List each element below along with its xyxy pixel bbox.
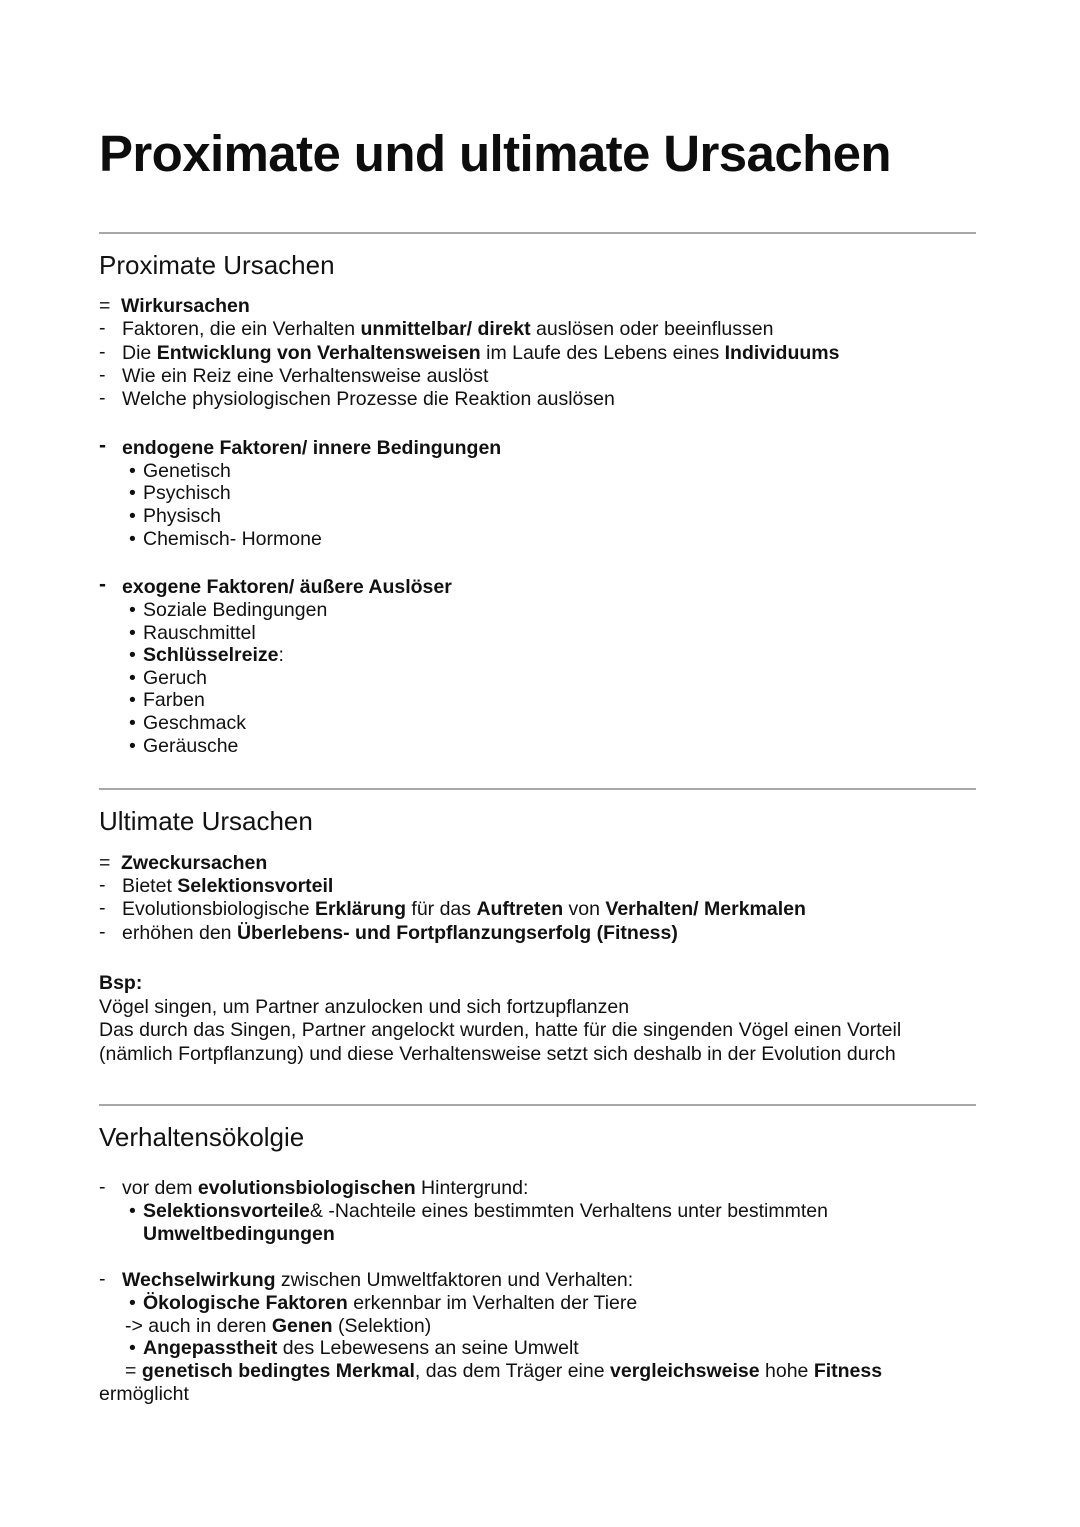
plain-text: Bietet [122,874,178,897]
dot-bullet-icon: • [129,734,136,757]
plain-text: erkennbar im Verhalten der Tiere [347,1292,638,1315]
plain-text: Hintergrund: [415,1177,529,1200]
list-item [99,712,976,735]
plain-text: : [278,644,284,667]
emphasis-text: unmittelbar/ direkt [360,318,531,341]
list-item [99,875,976,898]
proximate-lead [99,281,976,318]
plain-text: zwischen Umweltfaktoren und Verhalten: [275,1269,634,1292]
example-line: Vögel singen, um Partner anzulocken und sich fortzupflanzen [99,995,630,1018]
list-item-text [122,875,333,897]
list-item-text [143,712,246,734]
list-item-text [143,505,221,527]
list-item-text [143,482,231,504]
list-item [99,735,976,758]
document-content [99,0,976,1406]
list-item-equals [99,1360,976,1383]
plain-text: Evolutionsbiologische [122,898,315,921]
dash-bullet: - [99,573,106,597]
proximate-dash-list [99,318,976,411]
list-item [99,388,976,411]
list-item-continuation: Umweltbedingungen [143,1222,335,1245]
dash-bullet: - [99,317,106,340]
list-item-text [125,1360,882,1382]
list-item [99,1337,976,1360]
list-item [99,1200,976,1245]
wechselwirkung-list [99,1292,976,1406]
list-item-text [122,318,773,340]
dash-bullet: - [99,434,106,458]
endogene-list [99,460,976,550]
group-heading [99,1177,976,1200]
hintergrund-list [99,1200,976,1245]
list-item [99,644,976,667]
dot-bullet-icon: • [129,711,136,734]
group-exogene-faktoren [99,573,976,757]
plain-text: Geschmack [143,711,246,734]
dot-bullet-icon: • [129,1200,136,1223]
dash-bullet: - [99,897,106,920]
plain-text: Die [122,341,157,364]
dash-bullet: - [99,920,106,943]
dot-bullet-icon: • [129,505,136,528]
dot-bullet-icon: • [129,644,136,667]
list-item [99,342,976,365]
list-item-text [143,1200,828,1222]
emphasis-text: Entwicklung von Verhaltensweisen [156,341,481,364]
list-item [99,482,976,505]
list-item-trailing [99,1383,976,1406]
example-line: (nämlich Fortpflanzung) und diese Verhaltensweise setzt sich deshalb in der Evolution durch [99,1042,896,1065]
plain-text: Genetisch [143,459,231,482]
section-heading-ultimate: Ultimate Ursachen [99,806,313,837]
list-item [99,528,976,551]
plain-text: = [125,1360,142,1383]
emphasis-text: Überlebens- und Fortpflanzungserfolg (Fitness) [236,921,678,944]
list-item-text [143,599,327,621]
list-item-text [143,460,231,482]
emphasis-text: genetisch bedingtes Merkmal [141,1360,415,1383]
section-heading-verhaltensoekolgie: Verhaltensökolgie [99,1121,305,1152]
list-item-text [143,735,238,757]
plain-text: (Selektion) [332,1314,432,1337]
emphasis-text: Individuums [724,341,840,364]
dash-bullet: - [99,387,106,410]
group-wechselwirkung [99,1269,976,1406]
dot-bullet-icon: • [129,527,136,550]
group-heading-text: endogene Faktoren/ innere Bedingungen [122,437,502,460]
list-item-text [143,1292,637,1314]
plain-text: Farben [143,689,205,712]
ultimate-lead-text: Zweckursachen [121,851,268,874]
emphasis-text: Selektionsvorteile [143,1200,310,1223]
group-heading-text: exogene Faktoren/ äußere Auslöser [122,576,452,599]
list-item [99,599,976,622]
group-evolutionsbiologischer-hintergrund [99,1177,976,1245]
group-heading [99,573,976,599]
example-label: Bsp: [99,972,143,995]
plain-text: ermöglicht [99,1382,189,1405]
list-item-text [122,922,678,944]
list-item [99,622,976,645]
emphasis-text: evolutionsbiologischen [197,1177,416,1200]
list-item-text [143,689,205,711]
list-item-text [99,1383,189,1405]
plain-text: hohe [759,1360,814,1383]
list-item [99,505,976,528]
dash-bullet: - [99,340,106,363]
list-item [99,365,976,388]
group-heading-text [122,1269,633,1291]
dot-bullet-icon: • [129,1292,136,1315]
plain-text: & -Nachteile eines bestimmten Verhaltens unter bestimmten [309,1200,828,1223]
example-block [99,972,976,1066]
plain-text: Faktoren, die ein Verhalten [122,318,361,341]
dash-bullet: - [99,1176,106,1199]
proximate-lead-text: Wirkursachen [121,295,250,318]
emphasis-text: Genen [271,1314,333,1337]
dot-bullet-icon: • [129,482,136,505]
emphasis-text: Angepasstheit [143,1337,278,1360]
list-item [99,460,976,483]
section-heading-proximate: Proximate Ursachen [99,249,335,280]
plain-text: -> auch in deren [125,1314,272,1337]
group-heading [99,434,976,460]
list-item [99,898,976,921]
group-heading-text [122,1177,528,1199]
dot-bullet-icon: • [129,1337,136,1360]
plain-text: auslösen oder beeinflussen [530,318,774,341]
plain-text: Welche physiologischen Prozesse die Reaktion auslösen [122,388,615,411]
plain-text: erhöhen den [122,921,237,944]
plain-text: Psychisch [143,482,231,505]
list-item-text [122,388,615,410]
dot-bullet-icon: • [129,666,136,689]
dot-bullet-icon: • [129,621,136,644]
plain-text: Geruch [143,666,207,689]
list-item-text [143,528,322,550]
list-item-text [143,622,256,644]
list-item [99,922,976,945]
plain-text: Soziale Bedingungen [143,599,328,621]
group-heading [99,1269,976,1292]
emphasis-text: Auftreten [476,898,564,921]
plain-text: im Laufe des Lebens eines [480,341,725,364]
ultimate-body [99,838,976,1066]
emphasis-text: Schlüsselreize [143,644,279,667]
group-endogene-faktoren [99,434,976,550]
emphasis-text: Fitness [813,1360,883,1383]
example-line: Das durch das Singen, Partner angelockt wurden, hatte für die singenden Vögel einen Vorteil [99,1019,902,1042]
emphasis-text: Selektionsvorteil [177,874,334,897]
plain-text: , das dem Träger eine [414,1360,610,1383]
ultimate-dash-list [99,875,976,944]
dot-bullet-icon: • [129,459,136,482]
verhaltensoekolgie-body [99,1177,976,1406]
list-item [99,318,976,341]
dash-bullet: - [99,873,106,896]
emphasis-text: Wechselwirkung [122,1269,276,1292]
plain-text: von [563,898,606,921]
plain-text: des Lebewesens an seine Umwelt [277,1337,579,1360]
emphasis-text: Erklärung [314,898,406,921]
dash-bullet: - [99,363,106,386]
emphasis-text: Verhalten/ Merkmalen [605,898,806,921]
dot-bullet-icon: • [129,599,136,621]
list-item [99,689,976,712]
plain-text: Wie ein Reiz eine Verhaltensweise auslöst [122,364,489,387]
list-item-text [143,1337,579,1359]
list-item-text [122,365,488,387]
list-item [99,667,976,690]
list-item-text [143,667,207,689]
list-item-arrow [99,1315,976,1338]
list-item-text [122,898,806,920]
plain-text: Physisch [143,505,222,528]
plain-text: für das [405,898,477,921]
page-title: Proximate und ultimate Ursachen [99,125,891,182]
dash-bullet: - [99,1268,106,1291]
plain-text: Rauschmittel [143,621,256,644]
emphasis-text: vergleichsweise [610,1360,760,1383]
emphasis-text: Ökologische Faktoren [143,1292,348,1315]
list-item-text [143,644,284,666]
list-item [99,1292,976,1315]
exogene-list [99,599,976,757]
plain-text: vor dem [122,1177,198,1200]
list-item-text [122,342,839,364]
dot-bullet-icon: • [129,689,136,712]
plain-text: Geräusche [143,734,239,757]
ultimate-lead [99,838,976,875]
plain-text: Chemisch- Hormone [143,527,322,550]
list-item-text [125,1315,431,1337]
equals-marker: = [99,851,111,874]
equals-marker: = [99,295,111,318]
proximate-body [99,281,976,757]
